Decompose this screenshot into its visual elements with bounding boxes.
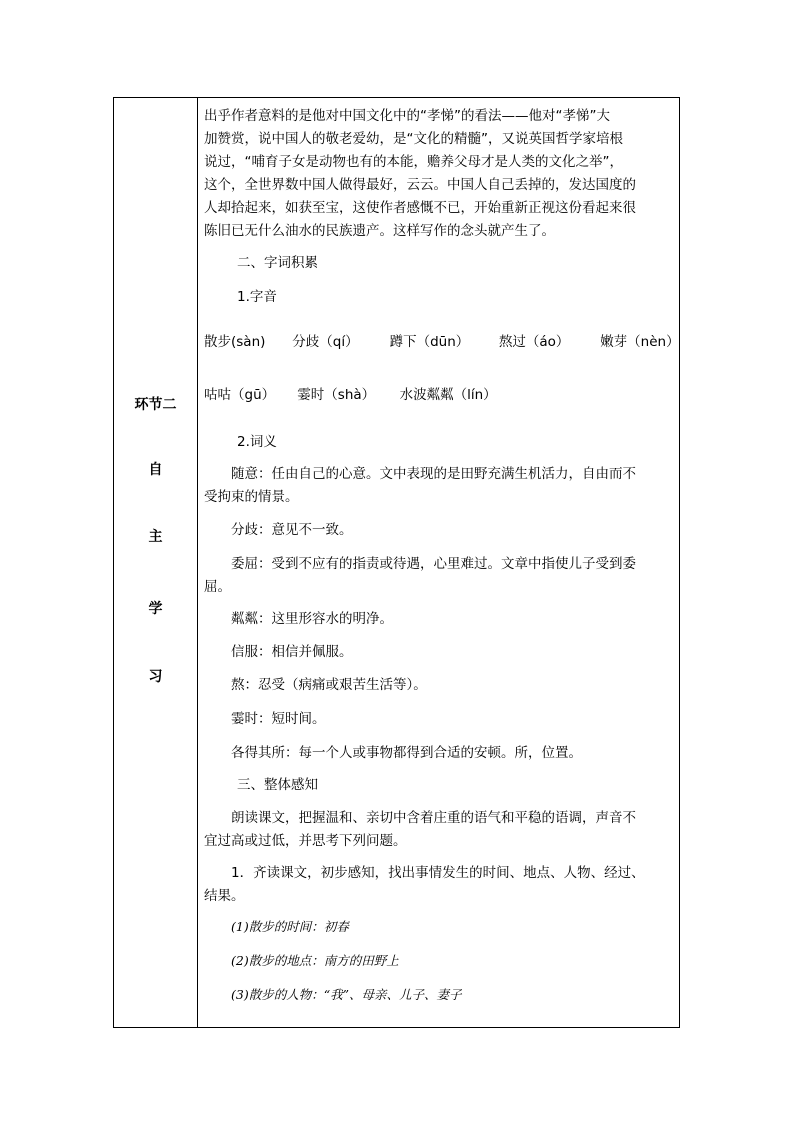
pinyin-item: 嫩芽（nèn） bbox=[600, 334, 680, 350]
pinyin-item: 散步(sàn) bbox=[204, 334, 266, 350]
intro-line: 说过，“哺育子女是动物也有的本能，赡养父母才是人类的文化之举”， bbox=[204, 154, 623, 170]
label-char-3: 学 bbox=[148, 601, 163, 617]
intro-line: 这个，全世界数中国人做得最好，云云。中国人自己丢掉的，发达国度的 bbox=[204, 177, 636, 193]
label-char-2: 主 bbox=[148, 529, 163, 545]
answer-item: (1)散步的时间：初春 bbox=[231, 919, 349, 934]
definition bbox=[204, 553, 680, 599]
definition-line: 随意：任由自己的心意。文中表现的是田野充满生机活力，自由而不 bbox=[231, 466, 636, 482]
answer-item: (3)散步的人物：“我”、母亲、儿子、妻子 bbox=[231, 987, 462, 1002]
definition-line: 信服：相信并佩服。 bbox=[231, 644, 353, 660]
sub-heading-pronunciation: 1.字音 bbox=[237, 289, 277, 305]
definition-line: 各得其所：每一个人或事物都得到合适的安顿。所，位置。 bbox=[231, 745, 582, 761]
definition-line: 委屈：受到不应有的指责或待遇，心里难过。文章中指使儿子受到委 bbox=[231, 556, 636, 572]
pinyin-item: 霎时（shà） bbox=[297, 387, 376, 403]
question-1 bbox=[204, 862, 680, 908]
label-char-1: 自 bbox=[148, 462, 163, 478]
sub-heading-meaning: 2.词义 bbox=[237, 434, 277, 450]
intro-line: 出乎作者意料的是他对中国文化中的“孝悌”的看法——他对“孝悌”大 bbox=[204, 108, 610, 124]
intro-line: 加赞赏，说中国人的敬老爱幼，是“文化的精髓”，又说英国哲学家培根 bbox=[204, 131, 623, 147]
definition-line: 受拘束的情景。 bbox=[204, 489, 299, 505]
section3-heading: 三、整体感知 bbox=[237, 777, 318, 793]
pinyin-item: 熬过（áo） bbox=[498, 334, 570, 350]
label-char-4: 习 bbox=[148, 669, 163, 685]
intro-paragraph bbox=[204, 105, 680, 243]
intro-line: 陈旧已无什么油水的民族遗产。这样写作的念头就产生了。 bbox=[204, 223, 555, 239]
definition-line: 屈。 bbox=[204, 579, 231, 595]
definition-line: 霎时：短时间。 bbox=[231, 711, 326, 727]
reading-instructions bbox=[204, 807, 680, 853]
definition bbox=[204, 519, 680, 542]
pinyin-item: 咕咕（gū） bbox=[204, 387, 276, 403]
section-label-cell bbox=[114, 98, 198, 1028]
question-line: 结果。 bbox=[204, 888, 245, 904]
lesson-table bbox=[113, 97, 680, 1028]
section-title: 环节二 bbox=[134, 397, 177, 413]
definition-line: 粼粼：这里形容水的明净。 bbox=[231, 611, 393, 627]
intro-line: 人却拾起来，如获至宝，这使作者感慨不已，开始重新正视这份看起来很 bbox=[204, 200, 636, 216]
pinyin-item: 分歧（qí） bbox=[292, 334, 359, 350]
question-line: 1．齐读课文，初步感知，找出事情发生的时间、地点、人物、经过、 bbox=[231, 865, 645, 881]
answer-item: (2)散步的地点：南方的田野上 bbox=[231, 953, 399, 968]
pinyin-item: 水波粼粼（lín） bbox=[399, 387, 497, 403]
content-cell bbox=[198, 98, 680, 1028]
definition-line: 分歧：意见不一致。 bbox=[231, 522, 353, 538]
instruction-line: 宜过高或过低，并思考下列问题。 bbox=[204, 833, 407, 849]
pinyin-row-2 bbox=[204, 384, 680, 407]
definition bbox=[204, 608, 680, 631]
pinyin-row-1 bbox=[204, 331, 680, 354]
section2-heading: 二、字词积累 bbox=[237, 255, 318, 271]
pinyin-item: 蹲下（dūn） bbox=[389, 334, 470, 350]
definition bbox=[204, 708, 680, 731]
definition-line: 熬：忍受（病痛或艰苦生活等）。 bbox=[231, 677, 427, 693]
instruction-line: 朗读课文，把握温和、亲切中含着庄重的语气和平稳的语调，声音不 bbox=[231, 810, 636, 826]
definition bbox=[204, 742, 680, 765]
definition bbox=[204, 641, 680, 664]
definition bbox=[204, 463, 680, 509]
definition bbox=[204, 674, 680, 697]
